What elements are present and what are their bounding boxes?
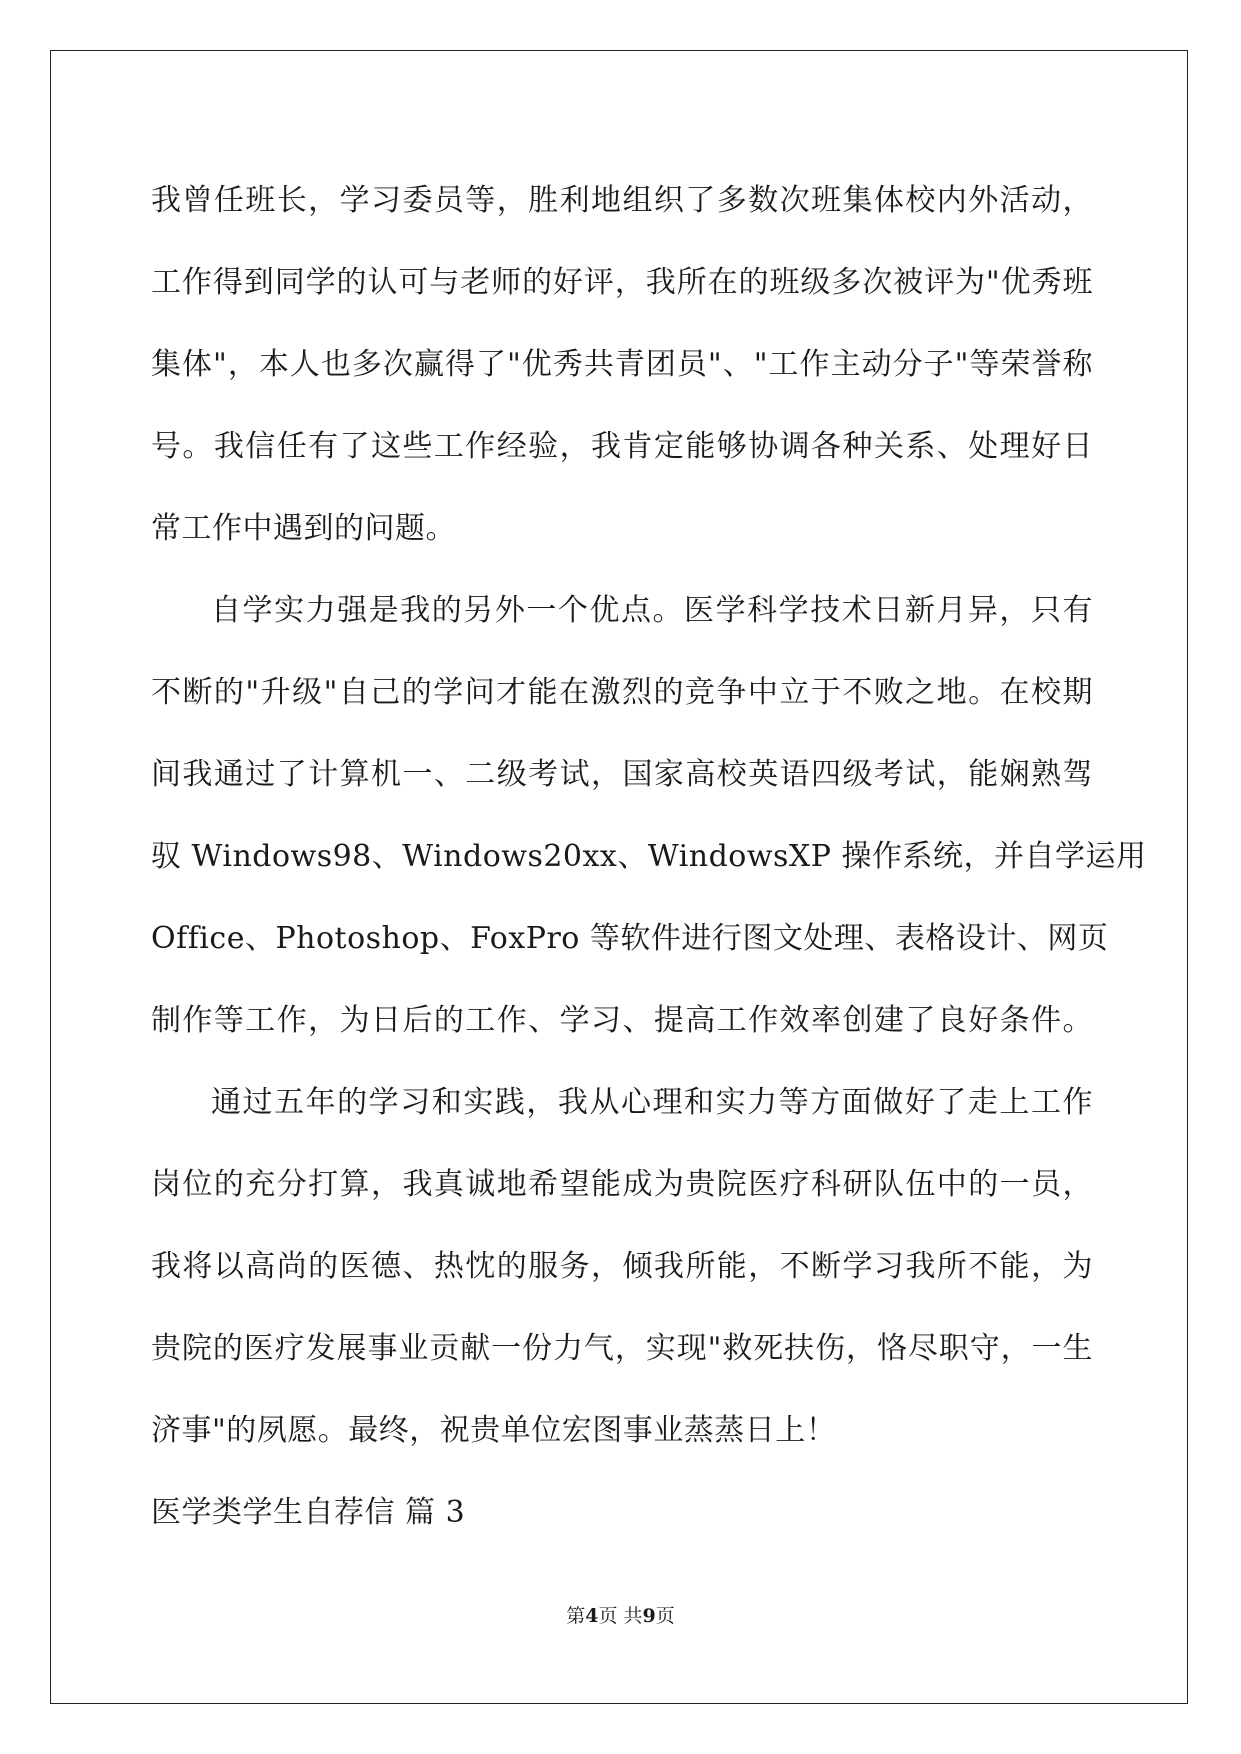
text-line: 不断的"升级"自己的学问才能在激烈的竞争中立于不败之地。在校期 xyxy=(151,675,1093,710)
footer-middle: 页 共 xyxy=(598,1605,643,1627)
current-page-number: 4 xyxy=(585,1605,599,1627)
text-line: 驭 Windows98、Windows20xx、WindowsXP 操作系统，并自学运用 xyxy=(151,839,1147,874)
text-line: 工作得到同学的认可与老师的好评，我所在的班级多次被评为"优秀班 xyxy=(151,265,1093,300)
text-line: 号。我信任有了这些工作经验，我肯定能够协调各种关系、处理好日 xyxy=(151,429,1093,464)
text-line: 贵院的医疗发展事业贡献一份力气，实现"救死扶伤，恪尽职守，一生 xyxy=(151,1331,1093,1366)
text-line: 常工作中遇到的问题。 xyxy=(151,511,456,546)
document-body xyxy=(151,160,1147,1554)
text-line: Office、Photoshop、FoxPro 等软件进行图文处理、表格设计、网页 xyxy=(151,921,1109,956)
section-heading: 医学类学生自荐信 篇 3 xyxy=(151,1495,466,1530)
text-line: 集体"，本人也多次赢得了"优秀共青团员"、"工作主动分子"等荣誉称 xyxy=(151,347,1093,382)
text-line: 我将以高尚的医德、热忱的服务，倾我所能，不断学习我所不能，为 xyxy=(151,1249,1093,1284)
paragraph-first-line: 通过五年的学习和实践，我从心理和实力等方面做好了走上工作 xyxy=(211,1085,1093,1120)
footer-prefix: 第 xyxy=(566,1605,586,1627)
page-footer xyxy=(0,1604,1241,1628)
footer-suffix: 页 xyxy=(655,1605,675,1627)
text-line: 岗位的充分打算，我真诚地希望能成为贵院医疗科研队伍中的一员， xyxy=(151,1167,1093,1202)
text-line: 制作等工作，为日后的工作、学习、提高工作效率创建了良好条件。 xyxy=(151,1003,1093,1038)
total-pages-number: 9 xyxy=(642,1605,656,1627)
text-line: 间我通过了计算机一、二级考试，国家高校英语四级考试，能娴熟驾 xyxy=(151,757,1093,792)
text-line: 济事"的夙愿。最终，祝贵单位宏图事业蒸蒸日上！ xyxy=(151,1413,837,1448)
paragraph-first-line: 自学实力强是我的另外一个优点。医学科学技术日新月异，只有 xyxy=(211,593,1093,628)
text-line: 我曾任班长，学习委员等，胜利地组织了多数次班集体校内外活动， xyxy=(151,183,1093,218)
